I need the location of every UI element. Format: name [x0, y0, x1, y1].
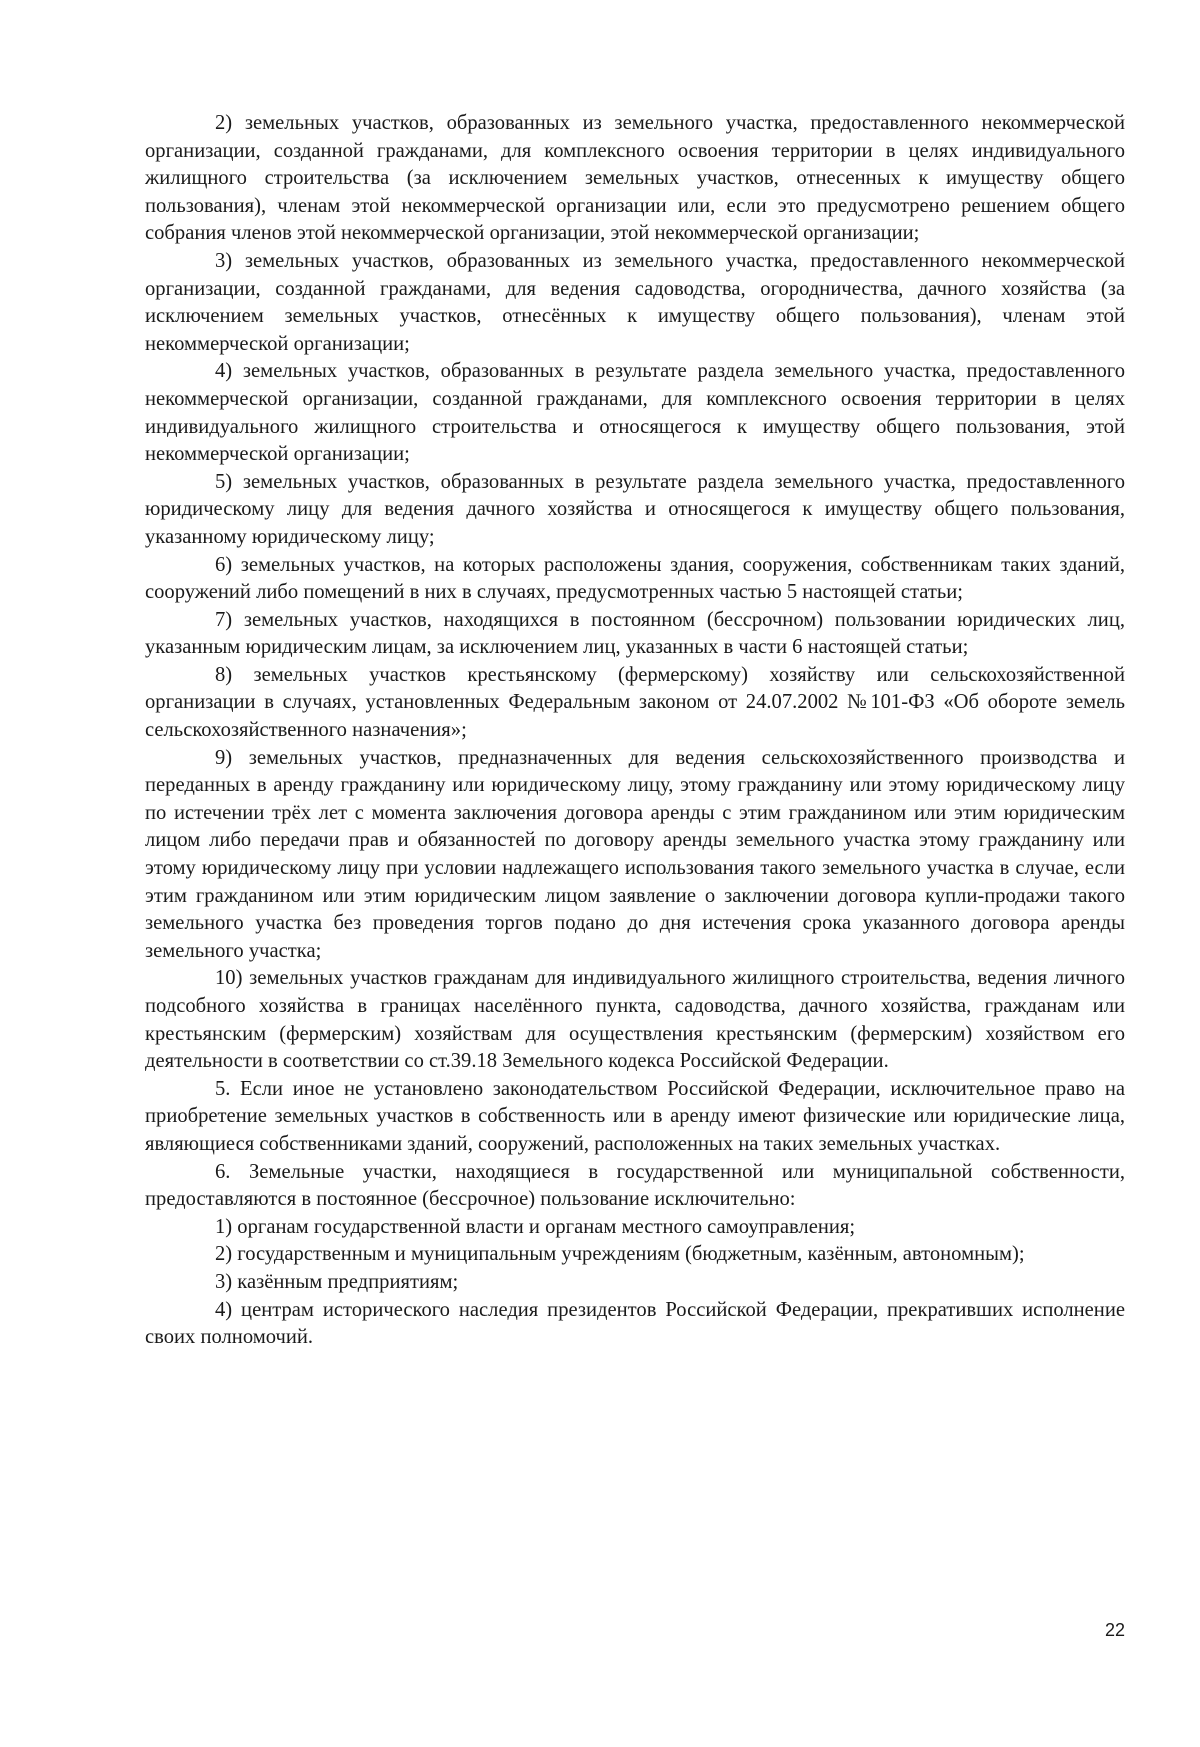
paragraph-section-6: 6. Земельные участки, находящиеся в государственной или муниципальной собственности, предоставляются в постоянное (бессрочное) пользование исключительно: — [145, 1160, 1125, 1211]
paragraph-item-2: 2) земельных участков, образованных из земельного участка, предоставленного некоммерческой организации, созданной гражданами, для комплексного освоения территории в целях индивидуального жилищного строительства (за исключением земельных участков, отнесенных к имуществу общего пользования), членам этой некоммерческой организации или, если это предусмотрено решением общего собрания членов этой некоммерческой организации, этой некоммерческой организации; — [145, 112, 1125, 245]
paragraph-item-10: 10) земельных участков гражданам для индивидуального жилищного строительства, ведения личного подсобного хозяйства в границах населённого пункта, садоводства, дачного хозяйства, гражданам или крестьянским (фермерским) хозяйствам для осуществления крестьянским (фермерским) хозяйством его деятельности в соответствии со ст.39.18 Земельного кодекса Российской Федерации. — [145, 967, 1125, 1073]
paragraph-item-8: 8) земельных участков крестьянскому (фермерскому) хозяйству или сельскохозяйственной организации в случаях, установленных Федеральным законом от 24.07.2002 №101-ФЗ «Об обороте земель сельскохозяйственного назначения»; — [145, 663, 1125, 742]
page-number: 22 — [1104, 1620, 1125, 1640]
document-body — [145, 110, 1125, 1352]
paragraph-item-5: 5) земельных участков, образованных в результате раздела земельного участка, предоставленного юридическому лицу для ведения дачного хозяйства и относящегося к имуществу общего пользования, указанному юридическому лицу; — [145, 470, 1125, 548]
paragraph-section-5: 5. Если иное не установлено законодательством Российской Федерации, исключительное право на приобретение земельных участков в собственность или в аренду имеют физические или юридические лица, являющиеся собственниками зданий, сооружений, расположенных на таких земельных участках. — [145, 1077, 1125, 1155]
paragraph-item-6: 6) земельных участков, на которых расположены здания, сооружения, собственникам таких зданий, сооружений либо помещений в них в случаях, предусмотренных частью 5 настоящей статьи; — [145, 553, 1125, 604]
paragraph-item-3: 3) земельных участков, образованных из земельного участка, предоставленного некоммерческой организации, созданной гражданами, для ведения садоводства, огородничества, дачного хозяйства (за исключением земельных участков, отнесённых к имуществу общего пользования), членам этой некоммерческой организации; — [145, 249, 1125, 355]
paragraph-item-9: 9) земельных участков, предназначенных для ведения сельскохозяйственного производства и переданных в аренду гражданину или юридическому лицу, этому гражданину или этому юридическому лицу по истечении трёх лет с момента заключения договора аренды с этим гражданином или этим юридическим лицом либо передачи прав и обязанностей по договору аренды земельного участка этому гражданину или этому юридическому лицу при условии надлежащего использования такого земельного участка в случае, если этим гражданином или этим юридическим лицом заявление о заключении договора купли-продажи такого земельного участка без проведения торгов подано до дня истечения срока указанного договора аренды земельного участка; — [145, 746, 1125, 962]
paragraph-sub-item-4: 4) центрам исторического наследия президентов Российской Федерации, прекративших исполнение своих полномочий. — [145, 1298, 1125, 1349]
paragraph-sub-item-3: 3) казённым предприятиям; — [215, 1270, 459, 1293]
paragraph-item-7: 7) земельных участков, находящихся в постоянном (бессрочном) пользовании юридических лиц, указанным юридическим лицам, за исключением лиц, указанных в части 6 настоящей статьи; — [145, 608, 1125, 659]
paragraph-sub-item-1: 1) органам государственной власти и органам местного самоуправления; — [215, 1215, 856, 1238]
paragraph-item-4: 4) земельных участков, образованных в результате раздела земельного участка, предоставленного некоммерческой организации, созданной гражданами, для комплексного освоения территории в целях индивидуального жилищного строительства и относящегося к имуществу общего пользования, этой некоммерческой организации; — [145, 360, 1125, 466]
paragraph-sub-item-2: 2) государственным и муниципальным учреждениям (бюджетным, казённым, автономным); — [215, 1243, 1025, 1266]
